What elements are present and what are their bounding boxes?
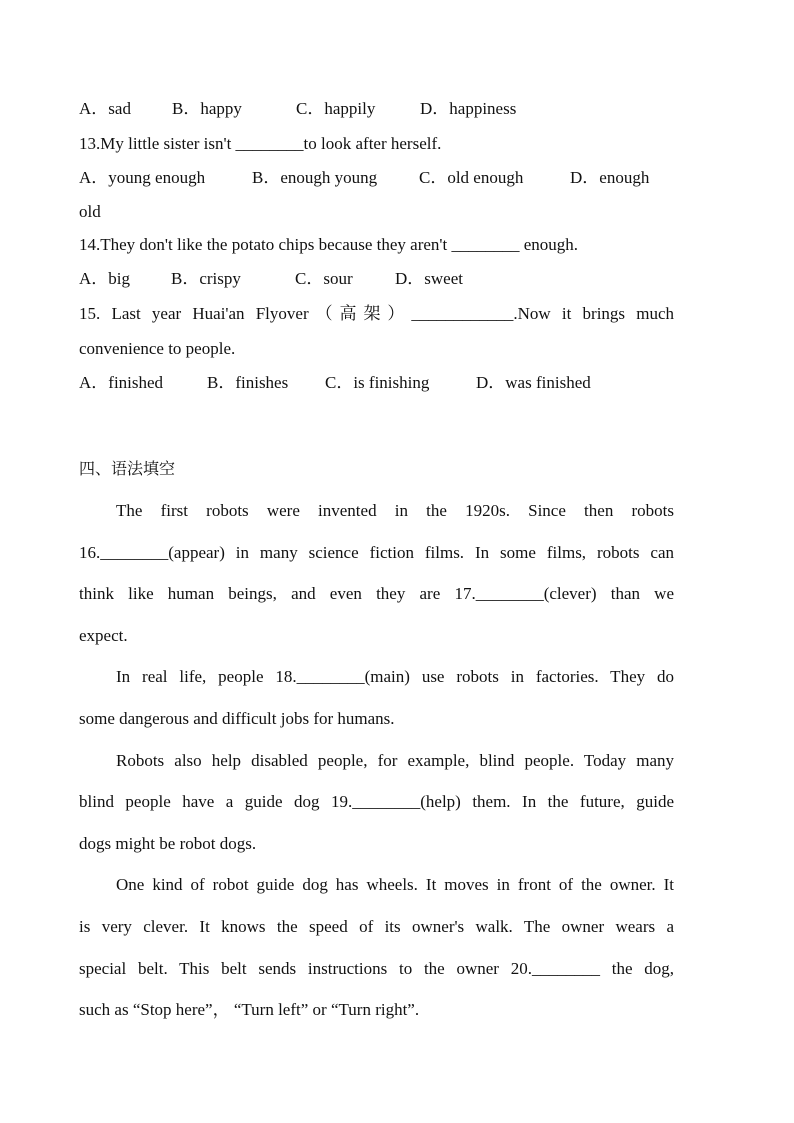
passage-line-5: In real life, people 18.________(main) use robots in factories. They do — [116, 667, 674, 686]
q13-option-c: C．old enough — [419, 168, 524, 187]
q15-option-b: B．finishes — [207, 373, 289, 392]
passage-line-8: blind people have a guide dog 19.________(help) them. In the future, guide — [79, 792, 674, 811]
q13-stem: 13.My little sister isn't ________to look after herself. — [79, 134, 442, 153]
passage-line-10: One kind of robot guide dog has wheels. It moves in front of the owner. It — [116, 875, 674, 894]
passage-line-11: is very clever. It knows the speed of its owner's walk. The owner wears a — [79, 917, 674, 936]
passage-line-9: dogs might be robot dogs. — [79, 834, 257, 853]
q14-stem: 14.They don't like the potato chips because they aren't ________ enough. — [79, 235, 579, 254]
q12-option-d: D．happiness — [420, 99, 517, 118]
q14-option-a: A．big — [79, 269, 130, 288]
q15-stem-line-2: convenience to people. — [79, 339, 236, 358]
q13-option-a: A．young enough — [79, 168, 206, 187]
q12-option-b: B．happy — [172, 99, 242, 118]
passage-line-6: some dangerous and difficult jobs for humans. — [79, 709, 395, 728]
q15-option-d: D．was finished — [476, 373, 591, 392]
q15-stem-line-1: 15. Last year Huai'an Flyover（高架）____________.Now it brings much — [79, 304, 674, 323]
q14-option-b: B．crispy — [171, 269, 241, 288]
passage-line-3: think like human beings, and even they are 17.________(clever) than we — [79, 584, 674, 603]
q15-option-a: A．finished — [79, 373, 164, 392]
q12-option-c: C．happily — [296, 99, 376, 118]
q14-option-d: D．sweet — [395, 269, 463, 288]
passage-line-1: The first robots were invented in the 1920s. Since then robots — [116, 501, 674, 520]
passage-line-12: special belt. This belt sends instructions to the owner 20.________ the dog, — [79, 959, 674, 978]
passage-line-2: 16.________(appear) in many science fiction films. In some films, robots can — [79, 543, 674, 562]
section-title: 四、语法填空 — [79, 459, 176, 478]
q13-option-wrap: old — [79, 202, 101, 221]
passage-line-4: expect. — [79, 626, 128, 645]
q13-option-d: D．enough — [570, 168, 650, 187]
q14-option-c: C．sour — [295, 269, 353, 288]
q15-option-c: C．is finishing — [325, 373, 430, 392]
q12-option-a: A．sad — [79, 99, 131, 118]
passage-line-7: Robots also help disabled people, for example, blind people. Today many — [116, 751, 674, 770]
q13-option-b: B．enough young — [252, 168, 378, 187]
passage-line-13: such as “Stop here”， “Turn left” or “Turn right”. — [79, 1000, 420, 1019]
